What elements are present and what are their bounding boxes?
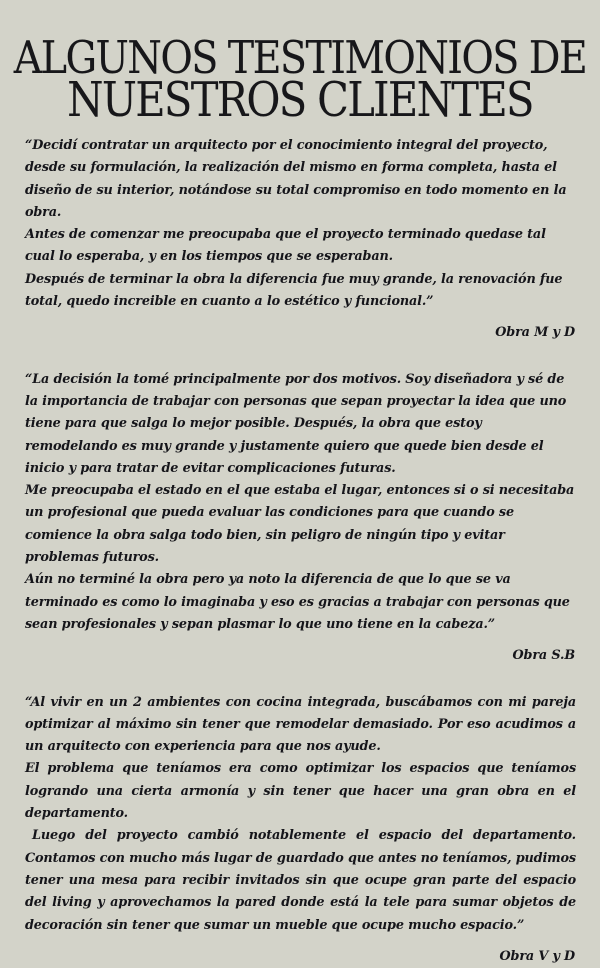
testimonial-1-attribution: Obra M y D <box>495 325 575 341</box>
testimonial-2-body <box>25 369 576 637</box>
testimonial-1-paragraph-1: “Decidí contratar un arquitecto por el conocimiento integral del proyecto, desde su formulación, la realización del mismo en forma completa, hasta el diseño de su interior, notándose su total compromiso en todo momento en la obra. <box>25 138 567 220</box>
page-title-line-1: ALGUNOS TESTIMONIOS DE <box>13 32 587 85</box>
testimonial-1-paragraph-2: Antes de comenzar me preocupaba que el proyecto terminado quedase tal cual lo esperaba, y en los tiempos que se esperaban. <box>25 227 546 265</box>
testimonial-2-paragraph-3: Aún no terminé la obra pero ya noto la diferencia de que lo que se va terminado es como lo imaginaba y eso es gracias a trabajar con personas que sean profesionales y sepan plasmar lo que uno tiene en la cabeza.” <box>25 572 570 632</box>
testimonial-list <box>0 135 600 968</box>
testimonial-3-paragraph-3: Luego del proyecto cambió notablemente el espacio del departamento. Contamos con mucho más lugar de guardado que antes no teníamos, pudimos tener una mesa para recibir invitados sin que ocupe gran parte del espacio del living y aprovechamos la pared donde está la tele para sumar objetos de decoración sin tener que sumar un mueble que ocupe mucho espacio.” <box>25 828 576 933</box>
testimonial-3-paragraph-2: El problema que teníamos era como optimizar los espacios que teníamos logrando una cierta armonía y sin tener que hacer una gran obra en el departamento. <box>25 761 576 822</box>
testimonial-2-attribution: Obra S.B <box>512 648 575 664</box>
testimonial-2-paragraph-1: “La decisión la tomé principalmente por dos motivos. Soy diseñadora y sé de la importancia de trabajar con personas que sepan proyectar la idea que uno tiene para que salga lo mejor posible. Después, la obra que estoy remodelando es muy grande y justamente quiero que quede bien desde el inicio y para tratar de evitar complicaciones futuras. <box>25 371 567 476</box>
testimonial-3 <box>25 692 576 968</box>
page-title-line-2: NUESTROS CLIENTES <box>67 71 533 128</box>
page-title <box>0 0 600 128</box>
testimonial-3-attribution: Obra V y D <box>499 948 575 964</box>
testimonial-1-body <box>25 135 576 313</box>
testimonial-2-paragraph-2: Me preocupaba el estado en el que estaba el lugar, entonces si o si necesitaba un profesional que pueda evaluar las condiciones para que cuando se comience la obra salga todo bien, sin peligro de ningún tipo y evitar problemas futuros. <box>25 483 575 566</box>
testimonial-3-body <box>25 692 576 937</box>
testimonial-3-paragraph-1: “Al vivir en un 2 ambientes con cocina integrada, buscábamos con mi pareja optimizar al máximo sin tener que remodelar demasiado. Por eso acudimos a un arquitecto con experiencia para que nos ayude. <box>25 694 576 755</box>
testimonial-1-paragraph-3: Después de terminar la obra la diferencia fue muy grande, la renovación fue total, quedo increible en cuanto a lo estético y funcional.” <box>25 271 563 310</box>
testimonial-1 <box>25 135 576 345</box>
testimonial-2 <box>25 369 576 668</box>
